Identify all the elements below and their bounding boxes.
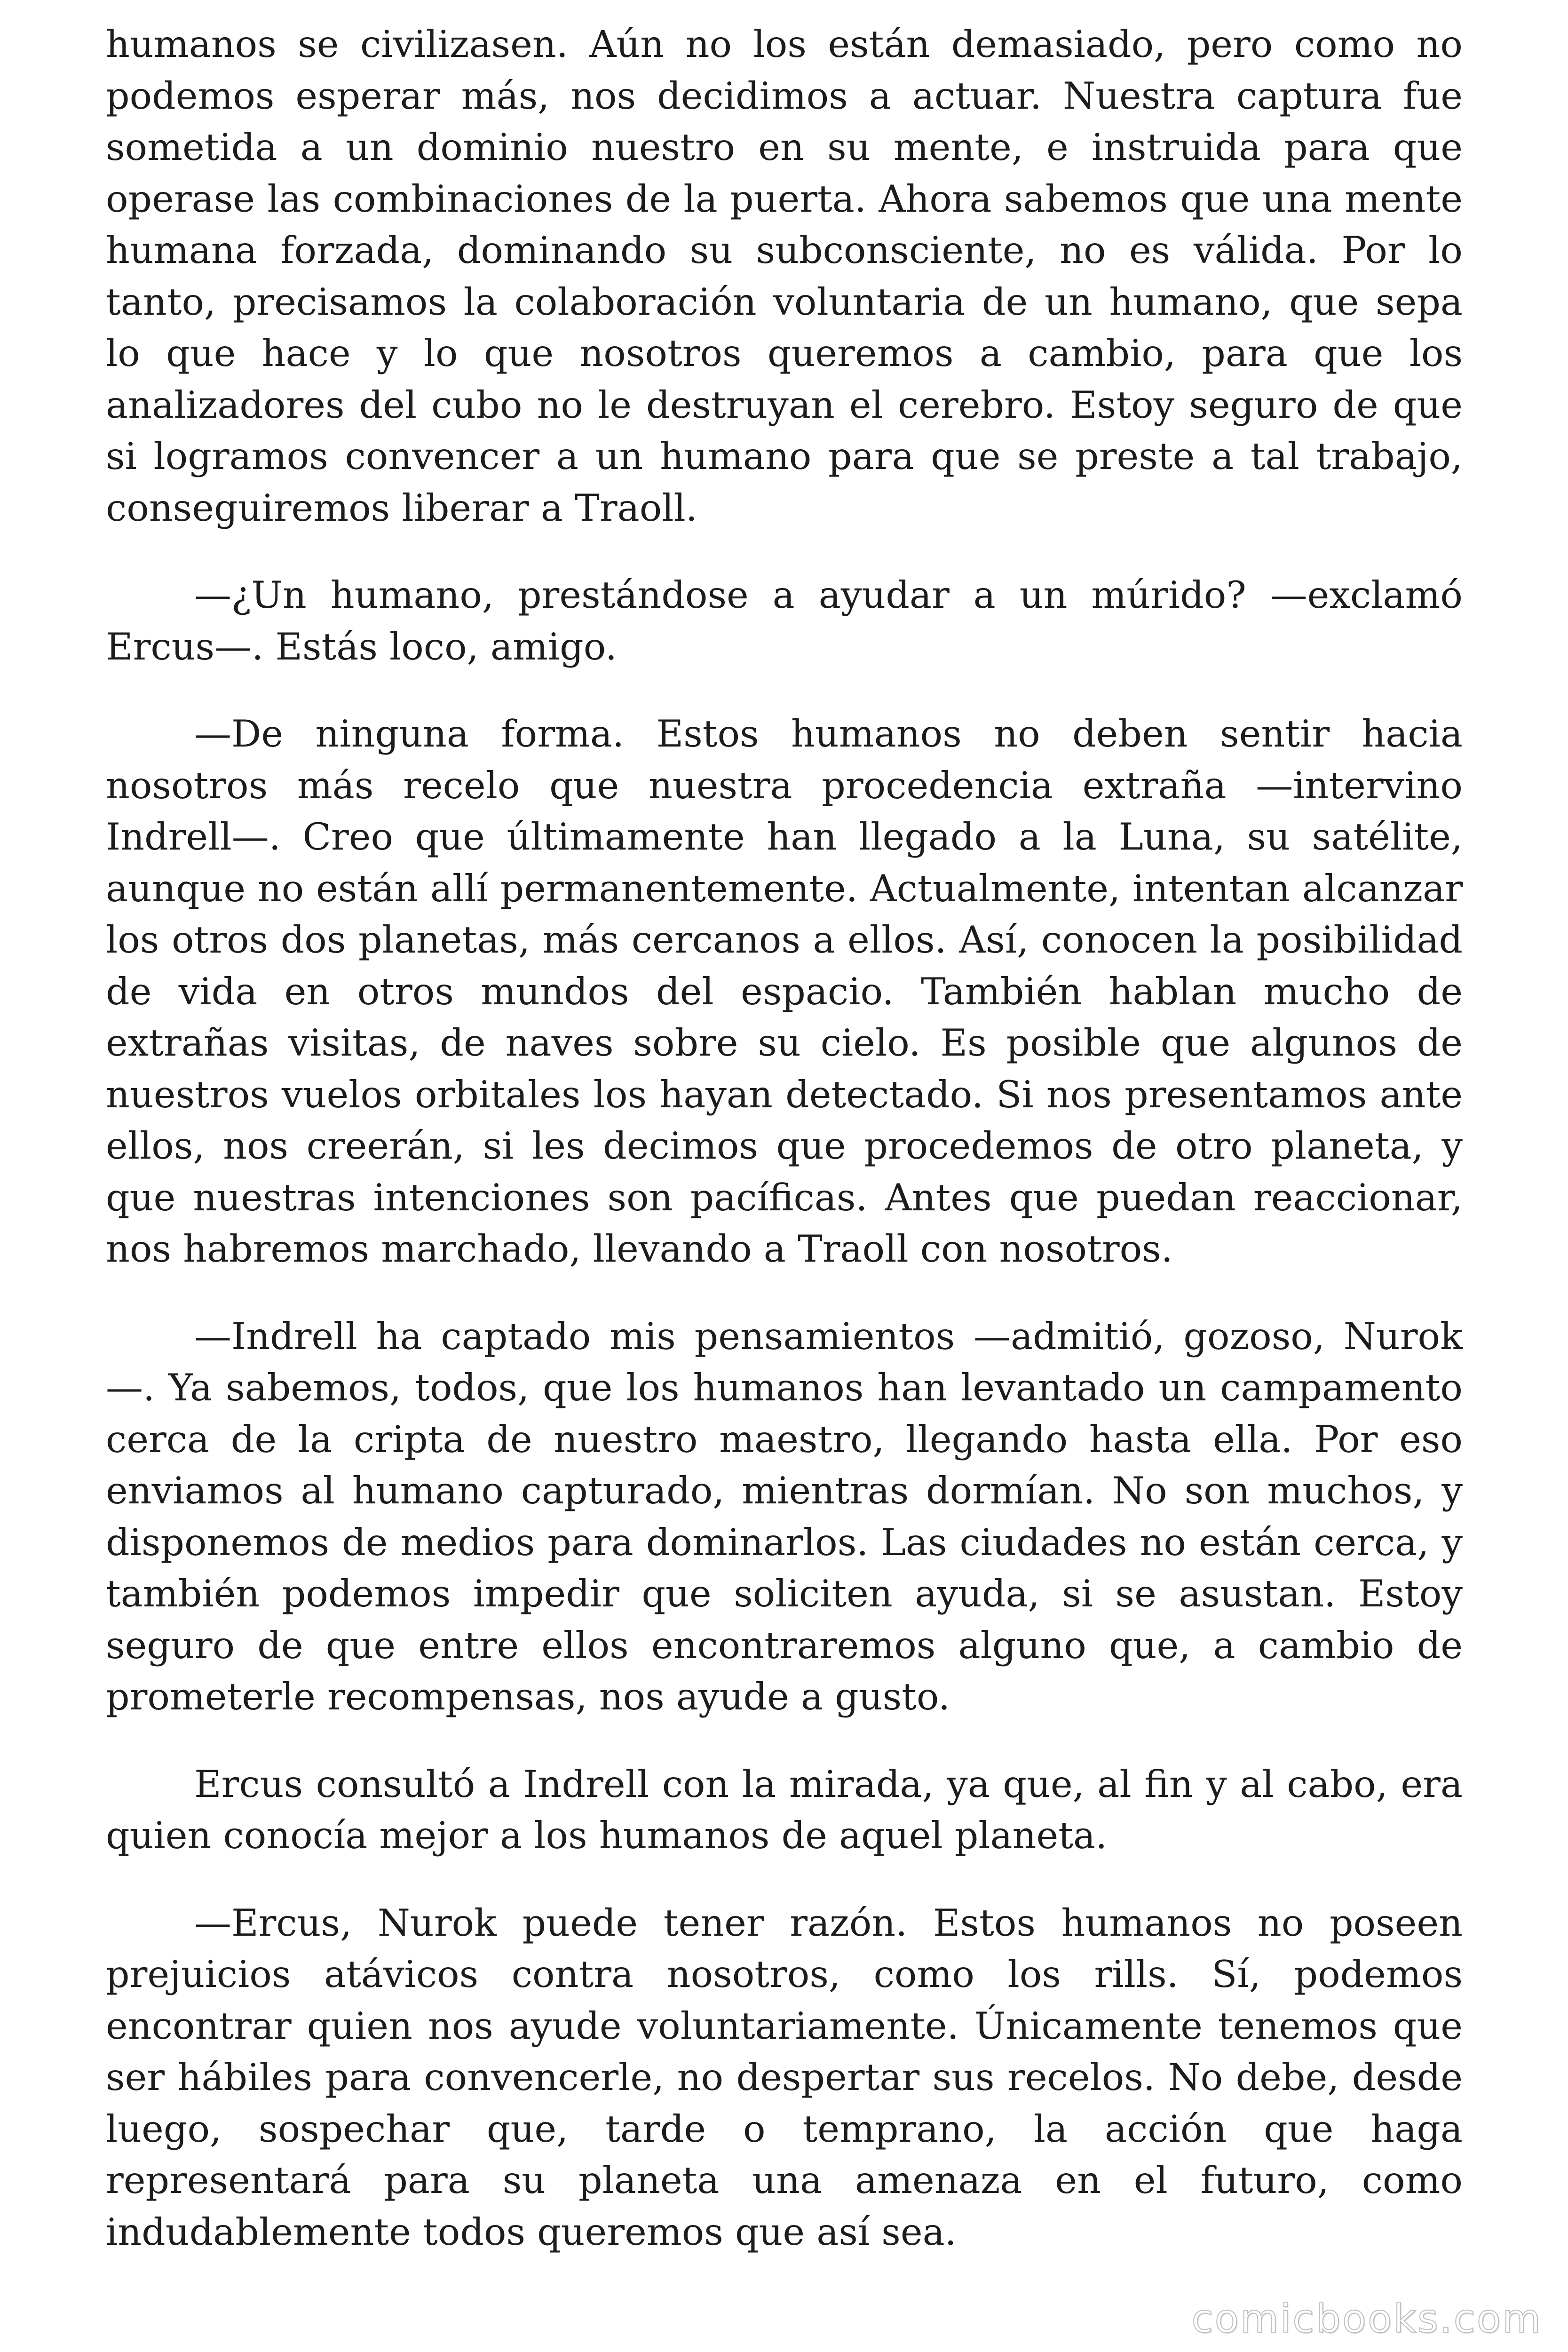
paragraph: Ercus consultó a Indrell con la mirada, ya que, al fin y al cabo, era quien conocía mejor a los humanos de aquel planeta.: [106, 1762, 1463, 1857]
paragraph: humanos se civilizasen. Aún no los están demasiado, pero como no podemos esperar más, nos decidimos a actuar. Nuestra captura fue sometida a un dominio nuestro en su mente, e instruida para que operase las combinaciones de la puerta. Ahora sabemos que una mente humana forzada, dominando su subconsciente, no es válida. Por lo tanto, precisamos la colaboración voluntaria de un humano, que sepa lo que hace y lo que nosotros queremos a cambio, para que los analizadores del cubo no le destruyan el cerebro. Estoy seguro de que si logramos convencer a un humano para que se preste a tal trabajo, conseguiremos liberar a Traoll.: [106, 23, 1463, 530]
paragraph: —De ninguna forma. Estos humanos no deben sentir hacia nosotros más recelo que nuestra procedencia extraña —intervino Indrell—. Creo que últimamente han llegado a la Luna, su satélite, aunque no están allí permanentemente. Actualmente, intentan alcanzar los otros dos planetas, más cercanos a ellos. Así, conocen la posibilidad de vida en otros mundos del espacio. También hablan mucho de extrañas visitas, de naves sobre su cielo. Es posible que algunos de nuestros vuelos orbitales los hayan detectado. Si nos presentamos ante ellos, nos creerán, si les decimos que procedemos de otro planeta, y que nuestras intenciones son pacíficas. Antes que puedan reaccionar, nos habremos marchado, llevando a Traoll con nosotros.: [106, 712, 1463, 1271]
paragraph: —Ercus, Nurok puede tener razón. Estos humanos no poseen prejuicios atávicos contra nosotros, como los rills. Sí, podemos encontrar quien nos ayude voluntariamente. Únicamente tenemos que ser hábiles para convencerle, no despertar sus recelos. No debe, desde luego, sospechar que, tarde o temprano, la acción que haga representará para su planeta una amenaza en el futuro, como indudablemente todos queremos que así sea.: [106, 1901, 1463, 2254]
paragraph: —Indrell ha captado mis pensamientos —admitió, gozoso, Nurok —. Ya sabemos, todos, que los humanos han levantado un campamento cerca de la cripta de nuestro maestro, llegando hasta ella. Por eso enviamos al humano capturado, mientras dormían. No son muchos, y disponemos de medios para dominarlos. Las ciudades no están cerca, y también podemos impedir que soliciten ayuda, si se asustan. Estoy seguro de que entre ellos encontraremos alguno que, a cambio de prometerle recompensas, nos ayude a gusto.: [106, 1314, 1463, 1718]
page-body: [106, 19, 1463, 2258]
watermark: comicbooks.com: [1191, 2296, 1542, 2342]
paragraph: —¿Un humano, prestándose a ayudar a un múrido? —exclamó Ercus—. Estás loco, amigo.: [106, 573, 1463, 668]
